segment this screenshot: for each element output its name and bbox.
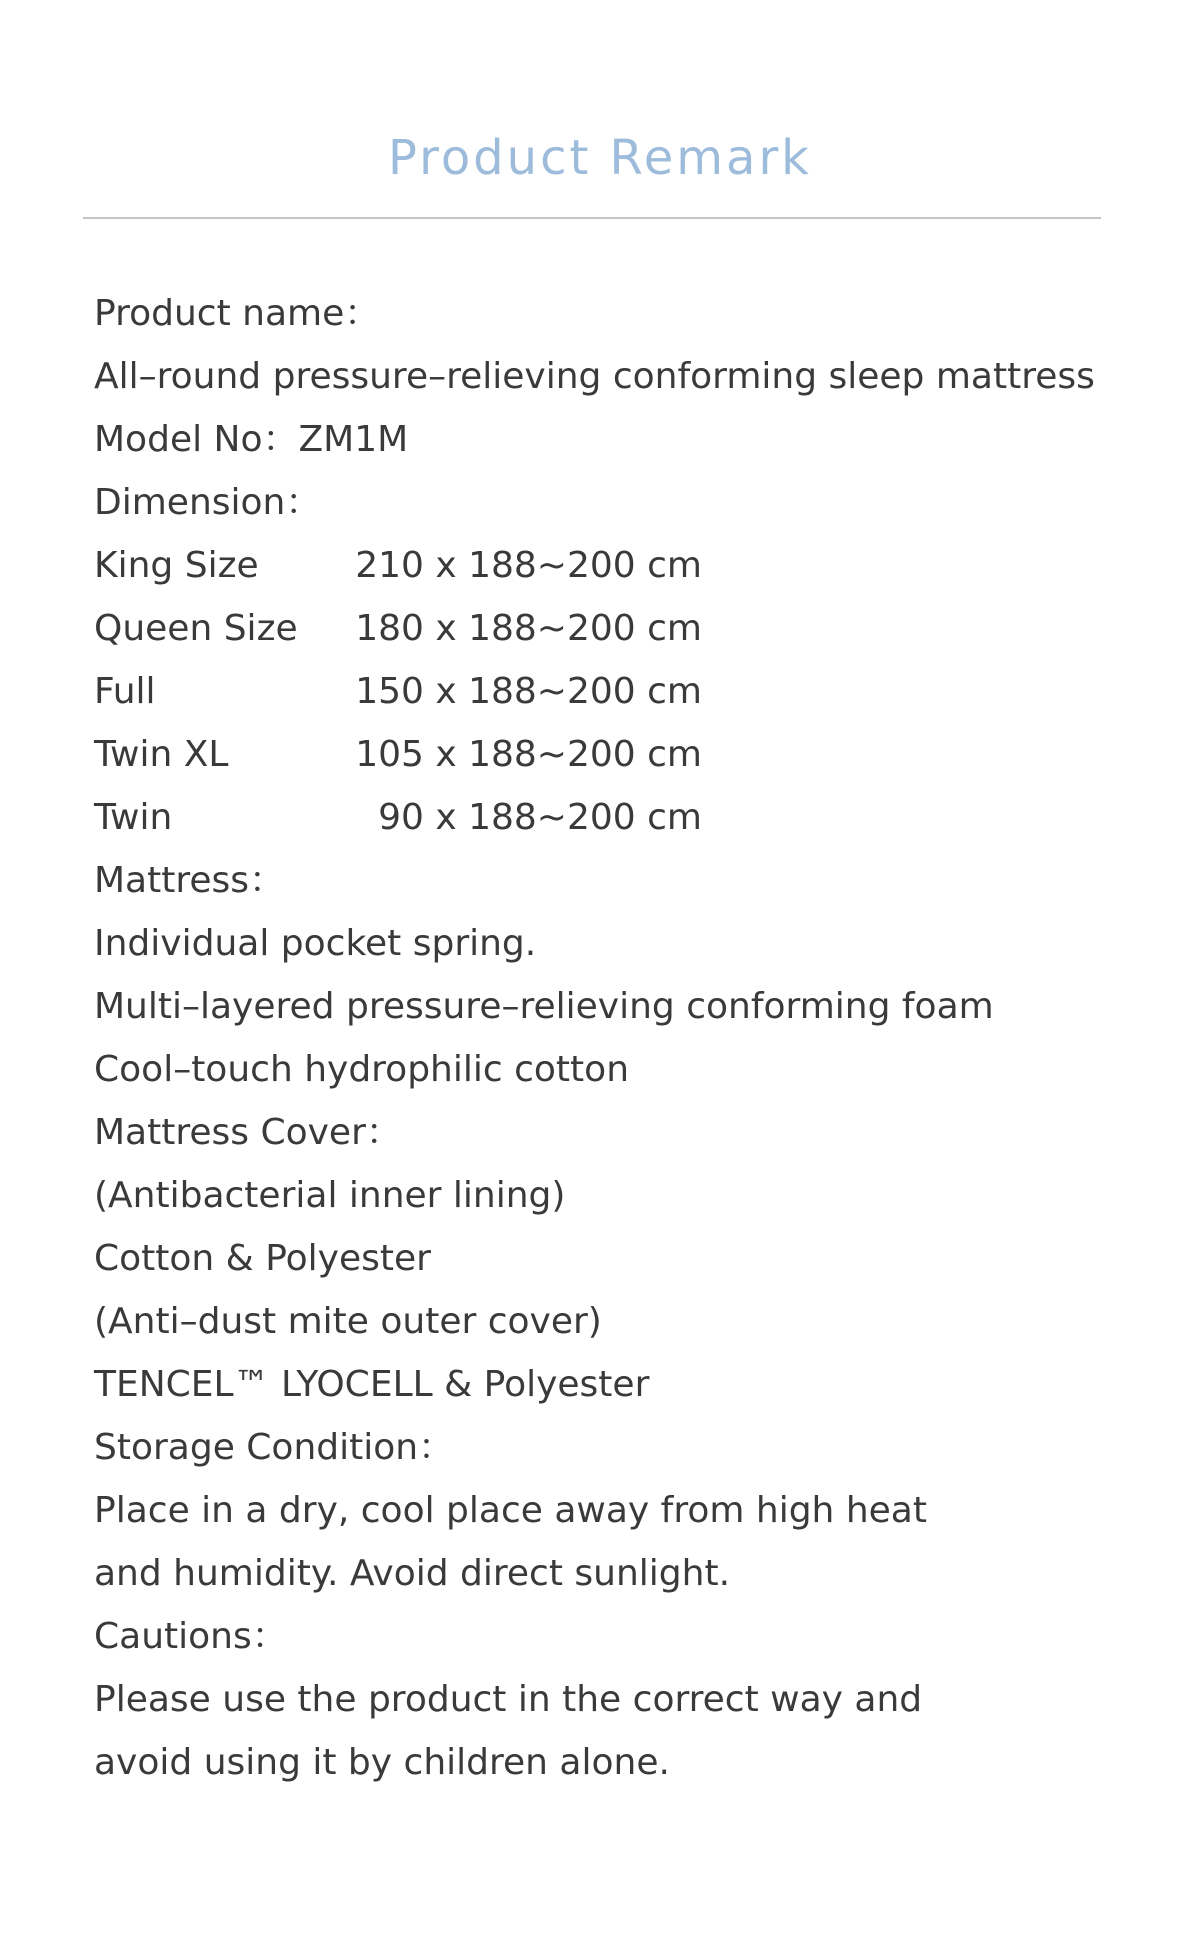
size-row-queen (94, 597, 1174, 660)
size-dimension: 105 x 188~200 cm (355, 734, 702, 775)
storage-label: Storage Condition： (94, 1427, 455, 1468)
cover-item: TENCEL™ LYOCELL & Polyester (94, 1364, 650, 1405)
product-name-value: All–round pressure–relieving conforming sleep mattress (94, 356, 1095, 397)
cautions-text: Please use the product in the correct way and (94, 1679, 923, 1720)
size-dimension: 210 x 188~200 cm (355, 545, 702, 586)
size-row-full (94, 660, 1174, 723)
mattress-item: Cool–touch hydrophilic cotton (94, 1049, 630, 1090)
cover-label: Mattress Cover： (94, 1112, 402, 1153)
cautions-label: Cautions： (94, 1616, 288, 1657)
size-dimension: 90 x 188~200 cm (378, 797, 702, 838)
mattress-item: Multi–layered pressure–relieving conforming foam (94, 986, 994, 1027)
storage-text: and humidity. Avoid direct sunlight. (94, 1553, 731, 1594)
size-name: Twin XL (94, 734, 229, 775)
product-name-label: Product name： (94, 293, 381, 334)
mattress-label: Mattress： (94, 860, 286, 901)
mattress-item: Individual pocket spring. (94, 923, 537, 964)
title-divider (83, 217, 1101, 219)
cover-item: (Anti–dust mite outer cover) (94, 1301, 602, 1342)
size-dimension: 180 x 188~200 cm (355, 608, 702, 649)
product-remark-content (94, 282, 1174, 1794)
size-name: Full (94, 671, 156, 712)
size-row-twin-xl (94, 723, 1174, 786)
page-title: Product Remark (388, 130, 812, 186)
cover-item: Cotton & Polyester (94, 1238, 431, 1279)
size-name: King Size (94, 545, 259, 586)
size-row-twin (94, 786, 1174, 849)
size-dimension: 150 x 188~200 cm (355, 671, 702, 712)
model-number: Model No：ZM1M (94, 419, 409, 460)
size-row-king (94, 534, 1174, 597)
storage-text: Place in a dry, cool place away from high heat (94, 1490, 927, 1531)
size-name: Queen Size (94, 608, 298, 649)
cover-item: (Antibacterial inner lining) (94, 1175, 566, 1216)
size-name: Twin (94, 797, 173, 838)
dimension-label: Dimension： (94, 482, 322, 523)
cautions-text: avoid using it by children alone. (94, 1742, 670, 1783)
